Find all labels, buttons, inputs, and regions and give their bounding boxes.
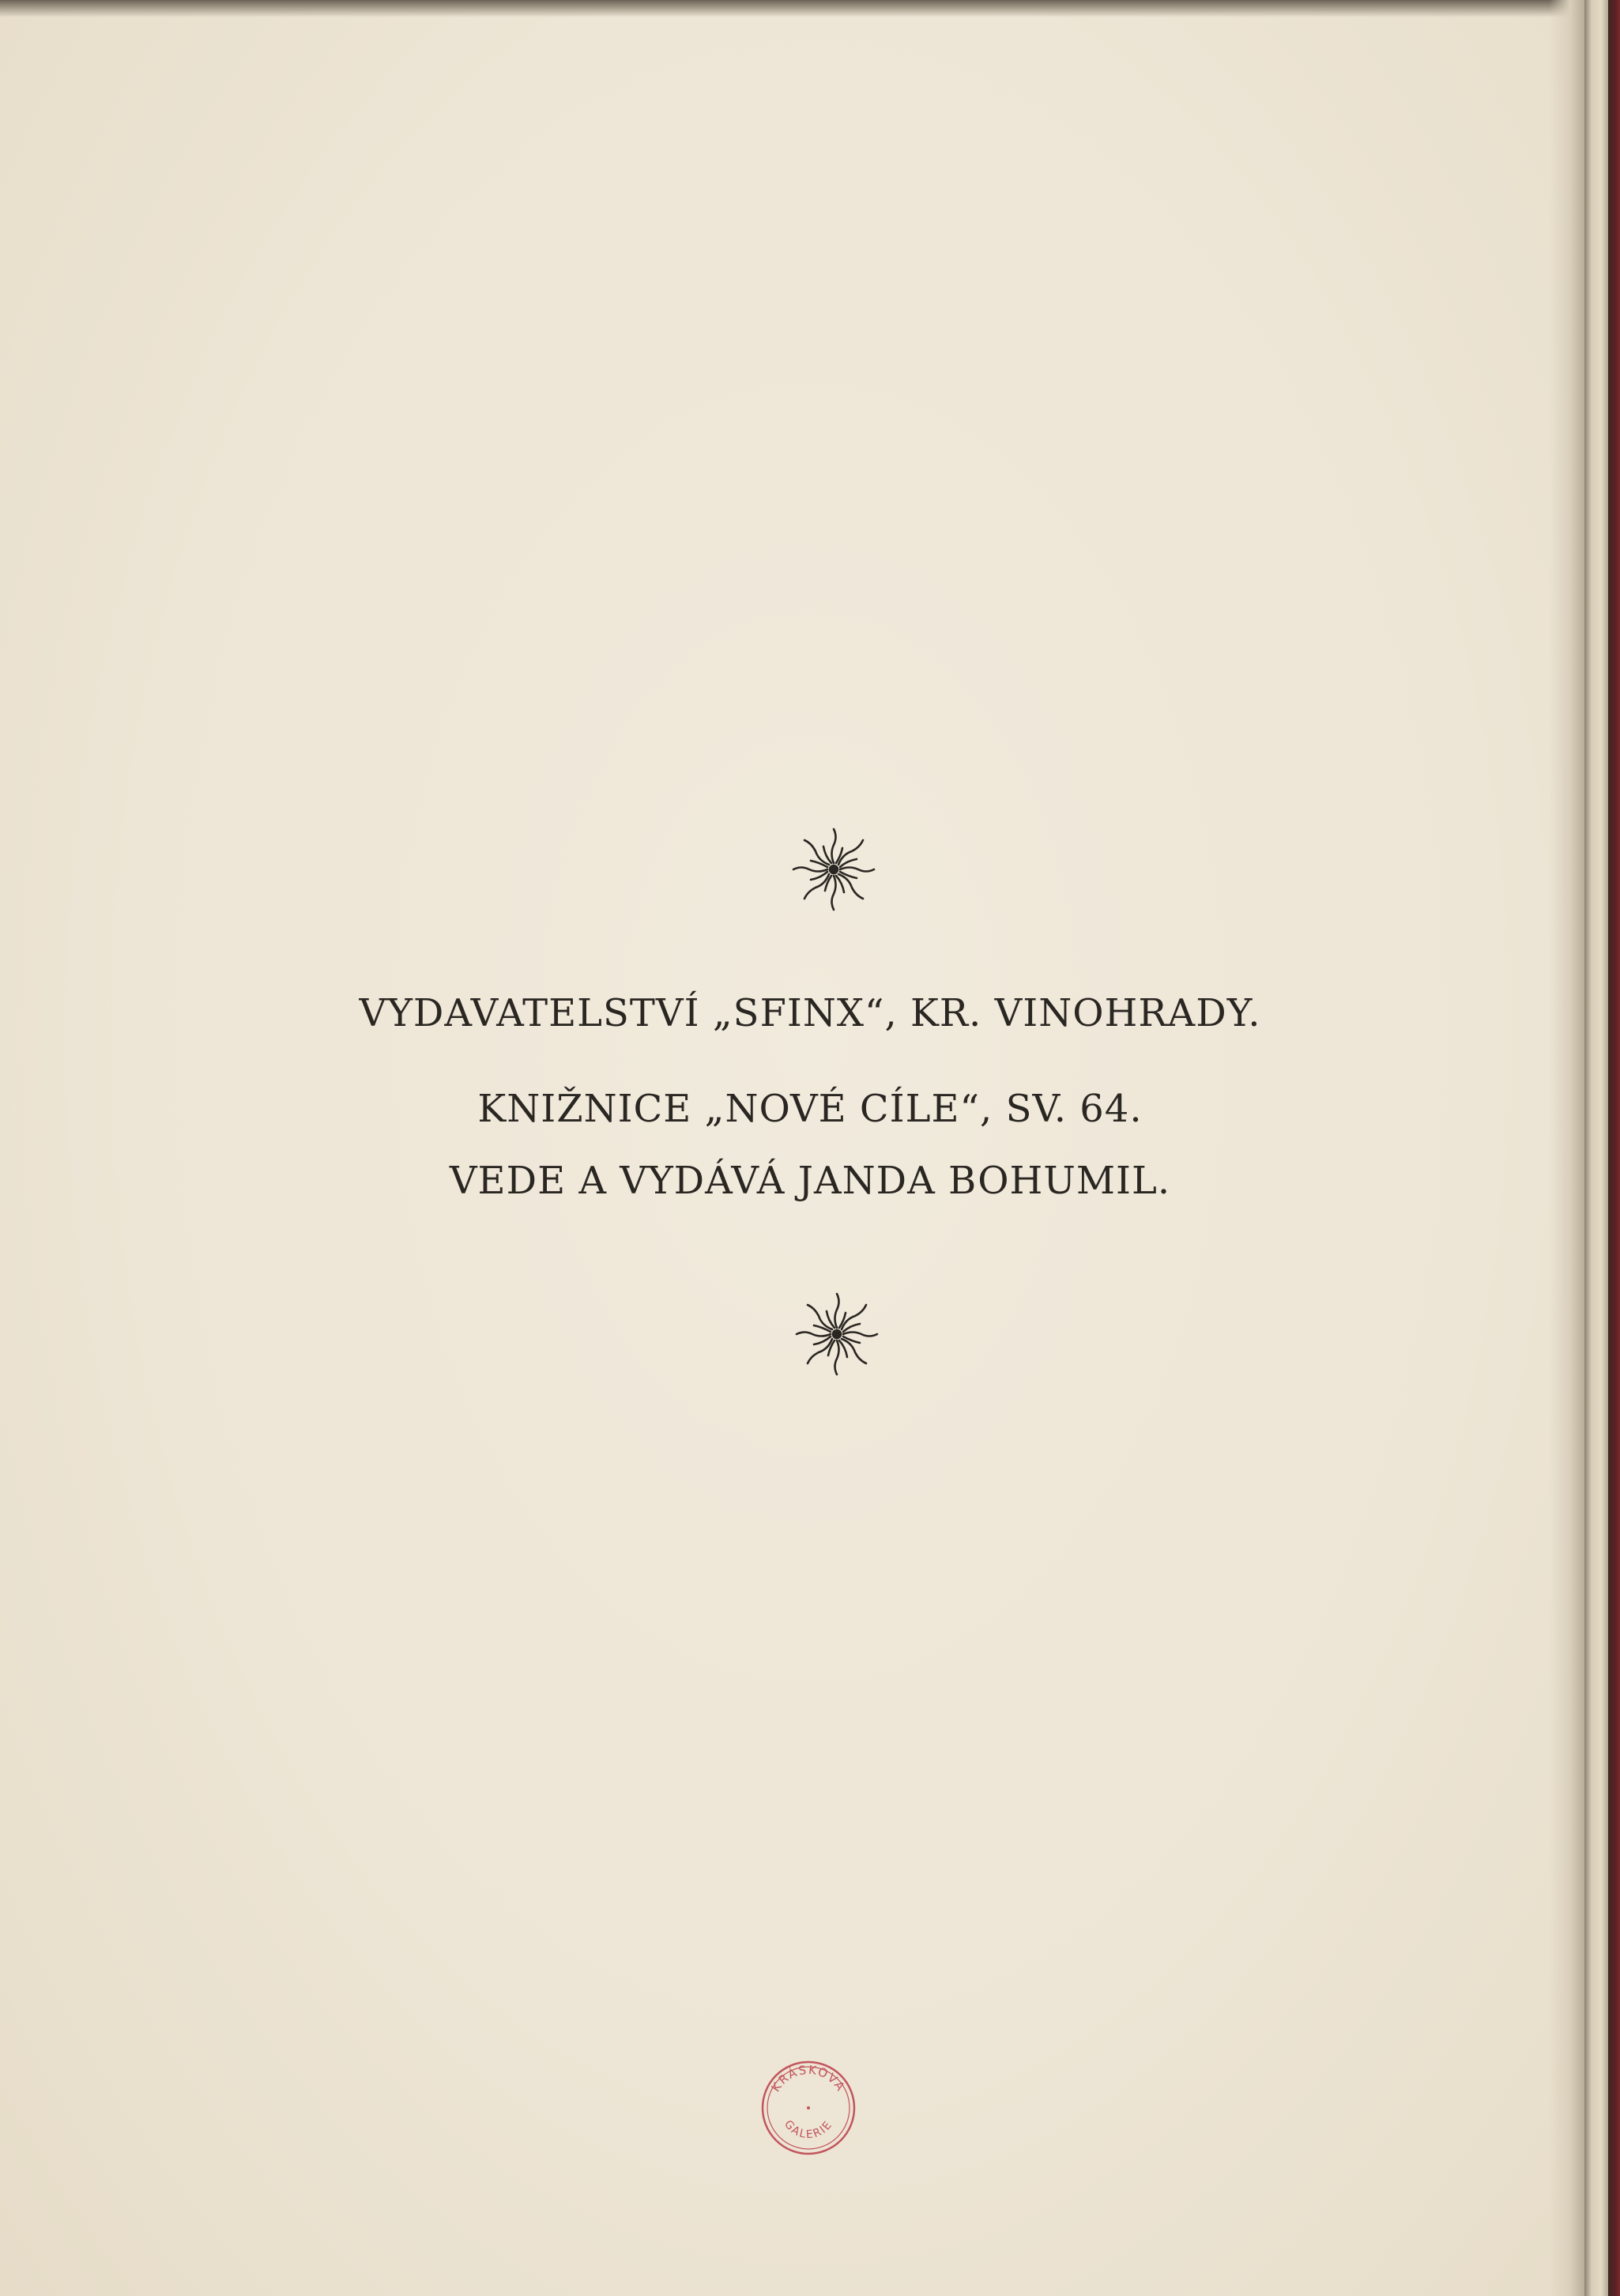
sun-ornament-icon [790,826,877,913]
svg-text:KRÁSKOVA [768,2063,848,2094]
sun-ornament-icon [793,1291,880,1378]
next-page-edge [1584,0,1608,2296]
publisher-line: VYDAVATELSTVÍ „SFINX“, KR. VINOHRADY. [359,991,1261,1035]
page-top-edge [0,0,1620,17]
series-line: KNIŽNICE „NOVÉ CÍLE“, SV. 64. [477,1087,1143,1131]
book-binding-edge [1608,0,1620,2296]
editor-line: VEDE A VYDÁVÁ JANDA BOHUMIL. [449,1159,1171,1203]
svg-text:GALERIE [782,2118,835,2141]
library-stamp [757,2057,860,2159]
stamp-text-bottom: GALERIE [781,2117,835,2142]
stamp-text-top: KRÁSKOVA [768,2062,849,2095]
page-gutter-shadow [1549,0,1584,2296]
